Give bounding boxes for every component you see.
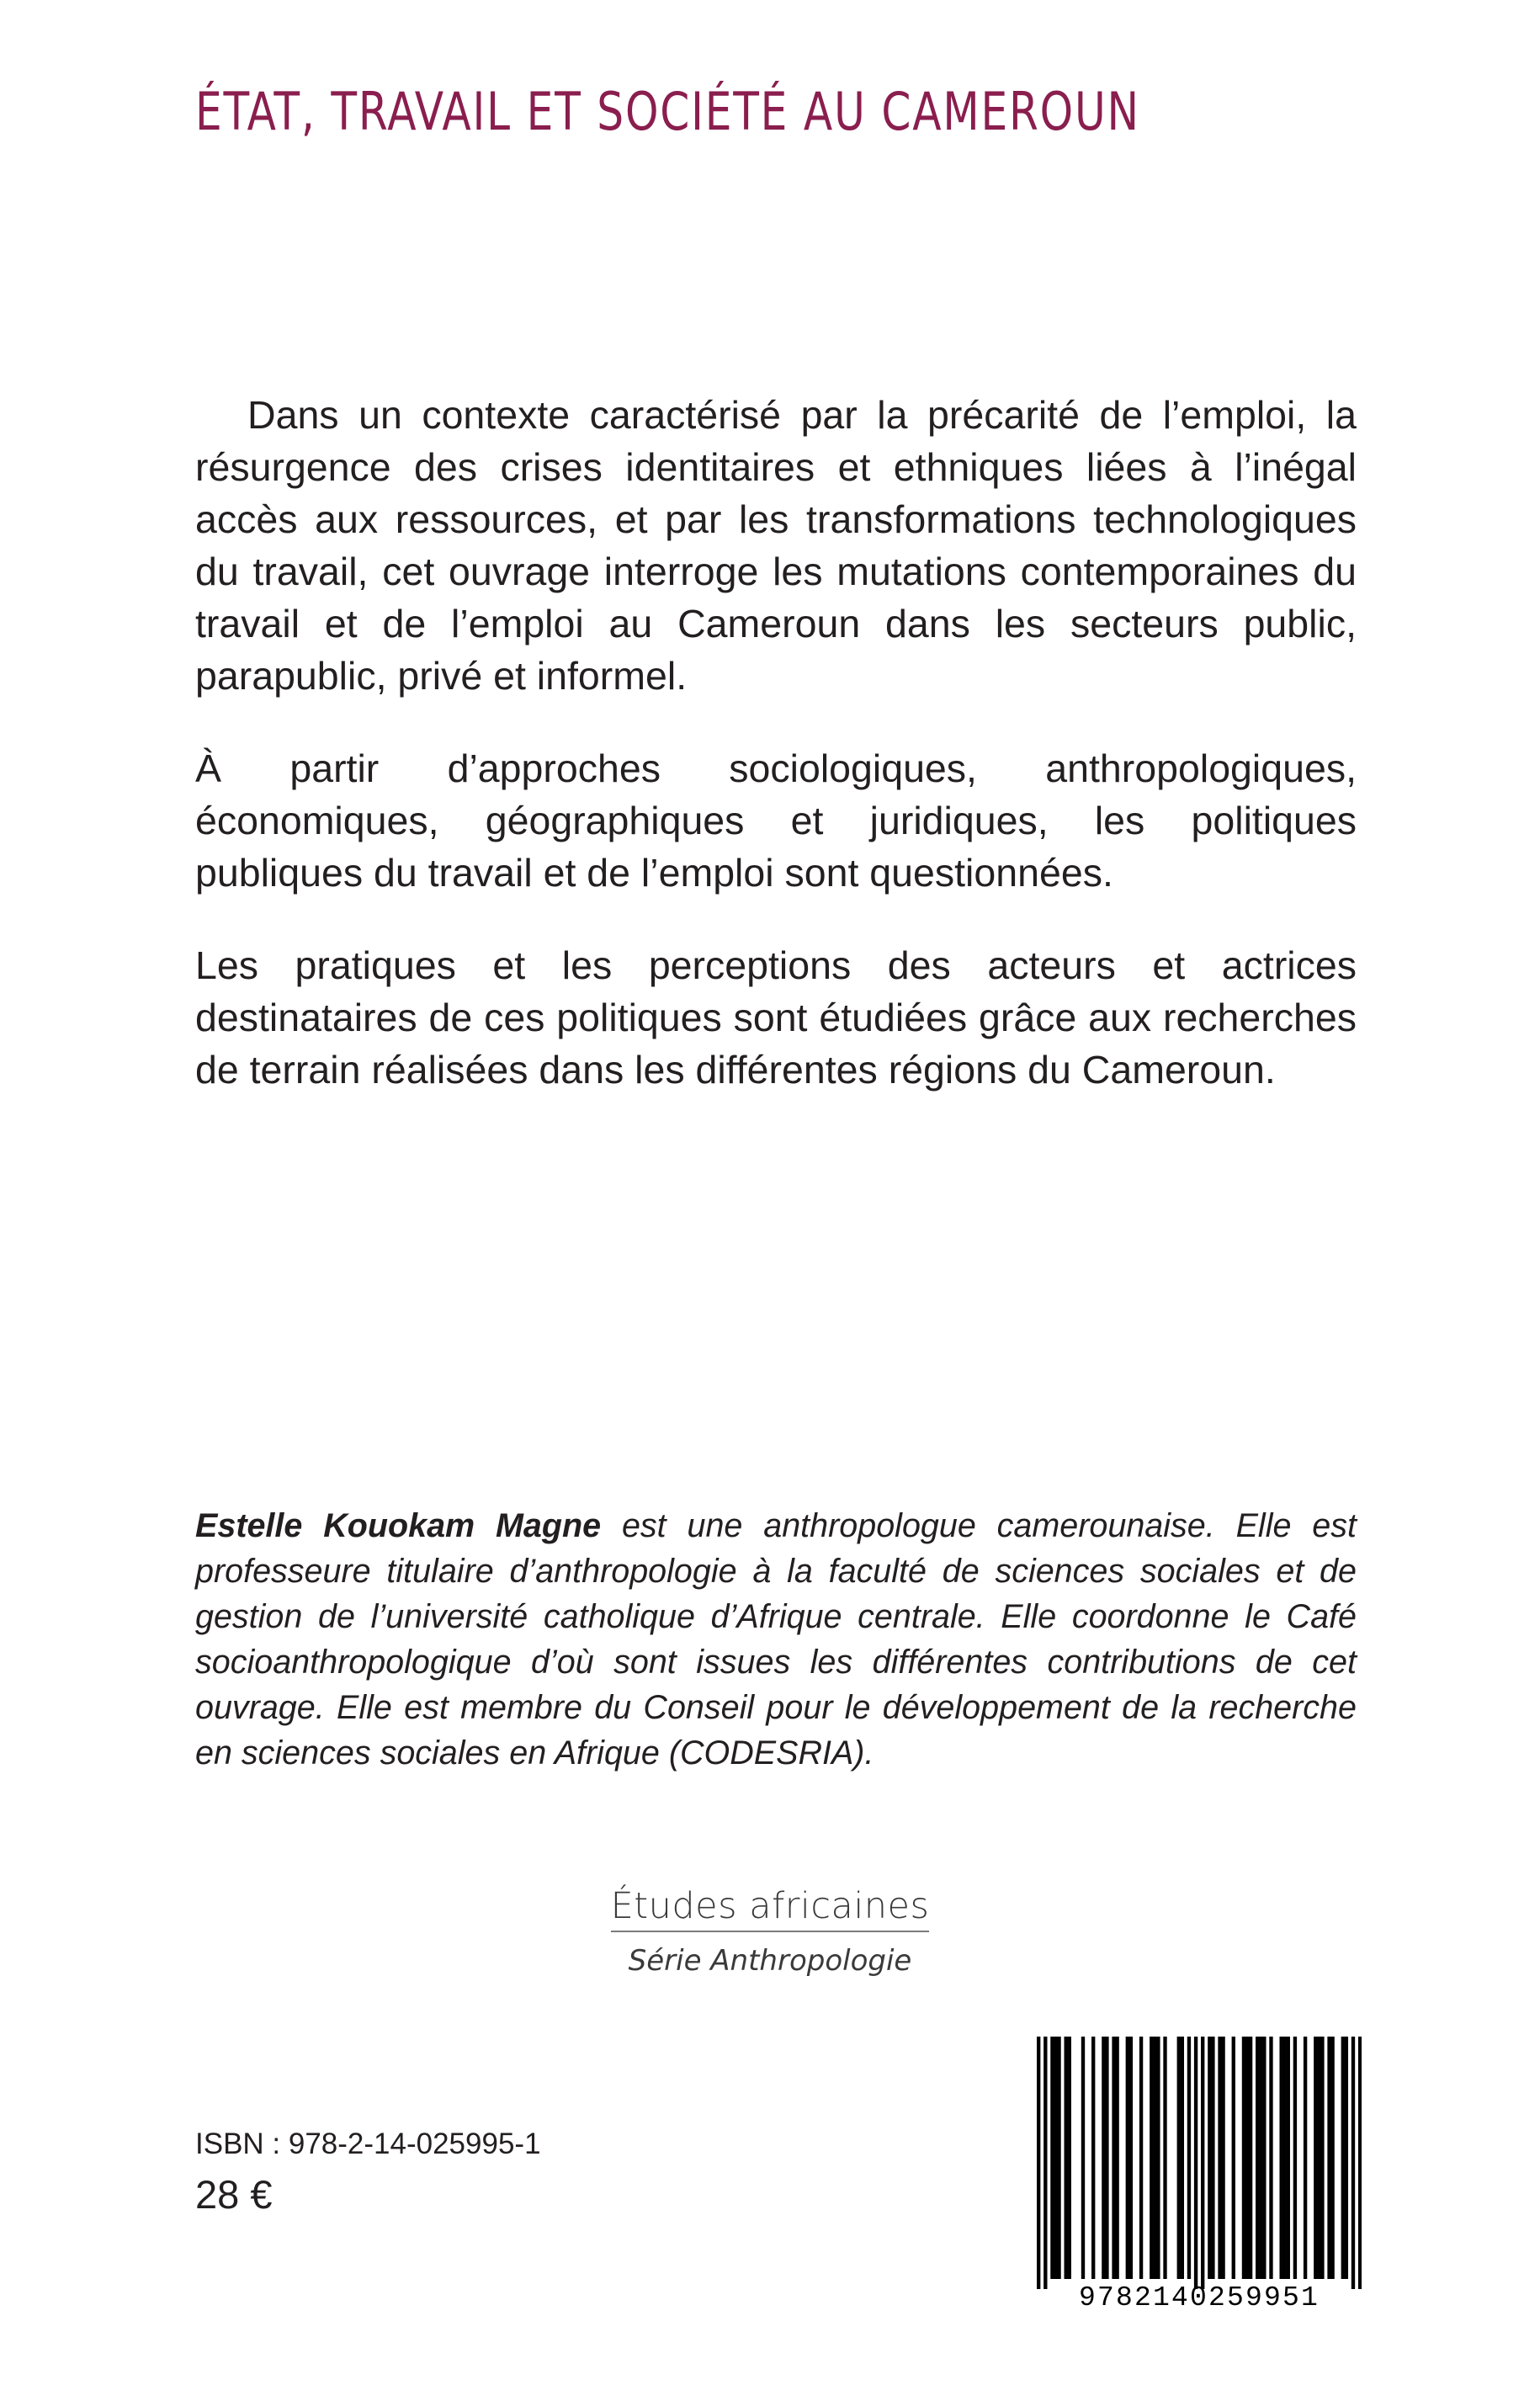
collection-info: [0, 1885, 1540, 1978]
barcode-bar: [1112, 2037, 1115, 2279]
barcode-bar: [1187, 2037, 1191, 2279]
barcode-bar: [1279, 2037, 1282, 2279]
barcode-bar: [1054, 2037, 1057, 2279]
barcode-bar: [1317, 2037, 1320, 2279]
barcode-bar: [1304, 2037, 1307, 2279]
barcode-bar: [1194, 2037, 1197, 2289]
barcode-bar: [1262, 2037, 1266, 2279]
barcode-bar: [1126, 2037, 1129, 2279]
barcode-bar: [1269, 2037, 1272, 2279]
author-bio: [195, 1503, 1357, 1776]
barcode-bar: [1221, 2037, 1224, 2279]
barcode-bar: [1358, 2037, 1362, 2289]
barcode-bar: [1208, 2037, 1211, 2279]
barcode-bar: [1327, 2037, 1330, 2279]
barcode-bar: [1351, 2037, 1355, 2289]
barcode-bar: [1139, 2037, 1143, 2279]
summary-paragraph-1: Dans un contexte caractérisé par la précarité de l’emploi, la résurgence des crises identitaires et ethniques liées à l’inégal accès aux ressources, et par les transformations technologiques du travail, cet ouvrage interroge les mutations contemporaines du travail et de l’emploi au Cameroun dans les secteurs public, parapublic, privé et informel.: [195, 393, 1357, 698]
barcode-bar: [1150, 2037, 1153, 2279]
barcode-bar: [1081, 2037, 1085, 2279]
barcode-bar: [1211, 2037, 1214, 2279]
barcode-bar: [1177, 2037, 1181, 2279]
isbn-label: ISBN : 978-2-14-025995-1: [195, 2127, 541, 2160]
barcode-bar: [1256, 2037, 1259, 2279]
barcode-icon: [1037, 2037, 1362, 2289]
barcode-bar: [1249, 2037, 1252, 2279]
barcode-bar: [1091, 2037, 1095, 2279]
barcode-bar: [1330, 2037, 1334, 2279]
barcode-graphic: [1037, 2037, 1362, 2289]
barcode-bar: [1232, 2037, 1235, 2279]
barcode-bar: [1043, 2037, 1047, 2289]
barcode-bar: [1068, 2037, 1071, 2279]
barcode-bar: [1293, 2037, 1297, 2279]
back-cover-summary: [195, 389, 1357, 1136]
barcode-bar: [1245, 2037, 1249, 2279]
barcode-bar: [1115, 2037, 1118, 2279]
barcode-bar: [1201, 2037, 1204, 2289]
barcode-bar: [1057, 2037, 1060, 2279]
barcode-bar: [1065, 2037, 1068, 2279]
barcode-bar: [1341, 2037, 1345, 2279]
barcode-bar: [1314, 2037, 1317, 2279]
barcode-bar: [1050, 2037, 1054, 2279]
barcode-bar: [1283, 2037, 1287, 2279]
summary-paragraph-2: À partir d’approches sociologiques, anthropologiques, économiques, géographiques et juridiques, les politiques publiques du travail et de l’emploi sont questionnées.: [195, 746, 1357, 895]
barcode-bar: [1163, 2037, 1166, 2279]
barcode-bar: [1287, 2037, 1290, 2279]
summary-paragraph-3: Les pratiques et les perceptions des acteurs et actrices destinataires de ces politiques sont étudiées grâce aux recherches de terrain réalisées dans les différentes régions du Cameroun.: [195, 943, 1357, 1092]
barcode-number: 9782140259951: [1078, 2282, 1320, 2313]
barcode-bar: [1037, 2037, 1040, 2289]
barcode-bar: [1153, 2037, 1156, 2279]
barcode-bar: [1156, 2037, 1160, 2279]
author-bio-text: est une anthropologue camerounaise. Elle est professeure titulaire d’anthropologie à la faculté de sciences sociales et de gestion de l’université catholique d’Afrique centrale. Elle coordonne le Café socioanthropologique d’où sont issues les différentes contributions de cet ouvrage. Elle est membre du Conseil pour le développement de la recherche en sciences sociales en Afrique (CODESRIA).: [195, 1507, 1357, 1771]
barcode-bar: [1105, 2037, 1108, 2279]
barcode-bar: [1102, 2037, 1105, 2279]
book-title: ÉTAT, TRAVAIL ET SOCIÉTÉ AU CAMEROUN: [195, 81, 1140, 142]
barcode-bar: [1320, 2037, 1324, 2279]
barcode-bar: [1181, 2037, 1184, 2279]
collection-name: Études africaines: [611, 1885, 930, 1932]
price-label: 28 €: [195, 2172, 273, 2217]
barcode-bar: [1345, 2037, 1348, 2279]
collection-subseries: Série Anthropologie: [628, 1944, 912, 1978]
barcode-bar: [1129, 2037, 1133, 2279]
barcode-bar: [1259, 2037, 1262, 2279]
barcode-bar: [1218, 2037, 1221, 2279]
author-name: Estelle Kouokam Magne: [195, 1507, 602, 1544]
barcode-bar: [1242, 2037, 1245, 2279]
